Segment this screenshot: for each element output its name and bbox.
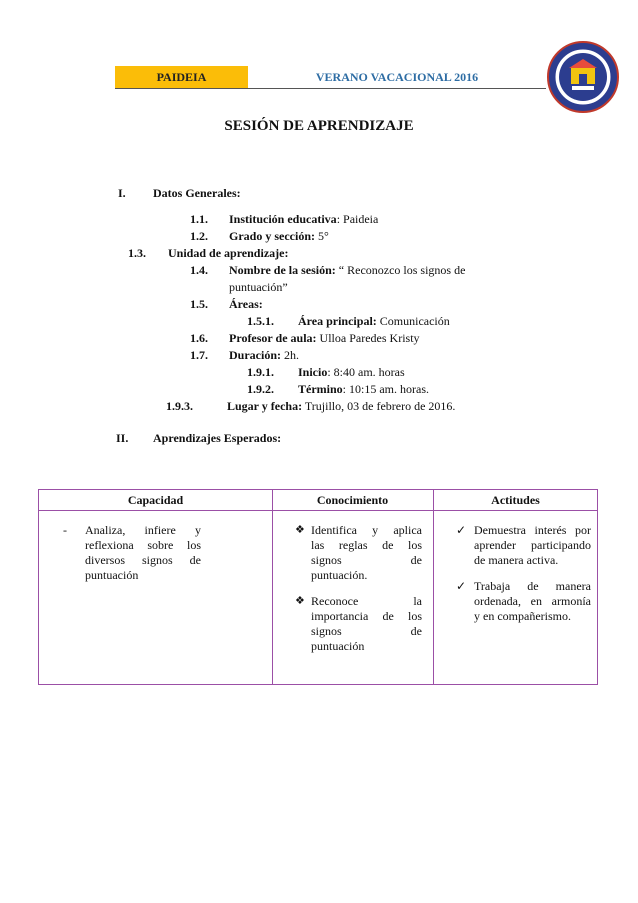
item-1-1-label: Institución educativa: [229, 212, 337, 226]
item-1-9-2-value: : 10:15 am. horas.: [342, 382, 429, 396]
item-1-4-value: “ Reconozco los signos de: [335, 263, 466, 277]
item-1-2: [229, 229, 329, 244]
conocimiento-line: puntuación: [311, 639, 365, 653]
item-1-9-3-value: Trujillo, 03 de febrero de 2016.: [302, 399, 456, 413]
item-1-2-label: Grado y sección:: [229, 229, 315, 243]
item-1-9-1-label: Inicio: [298, 365, 328, 379]
item-1-7: [229, 348, 299, 363]
table-header-conocimiento: Conocimiento: [316, 493, 389, 507]
conocimiento-line: Reconoce la: [311, 594, 422, 608]
check-bullet-icon: ✓: [456, 523, 467, 537]
table-header-actitudes: Actitudes: [491, 493, 540, 507]
page-title: SESIÓN DE APRENDIZAJE: [224, 118, 414, 134]
capacidad-line: diversos signos de: [85, 553, 201, 567]
item-1-5-1-number: 1.5.1.: [247, 314, 274, 328]
table-header-capacidad: Capacidad: [127, 493, 184, 507]
capacidad-line: reflexiona sobre los: [85, 538, 201, 552]
conocimiento-item: [311, 523, 422, 583]
item-1-9-2-number: 1.9.2.: [247, 382, 274, 396]
item-1-5-number: 1.5.: [190, 297, 208, 311]
actitudes-line: Demuestra interés por: [474, 523, 591, 537]
item-1-7-label: Duración:: [229, 348, 281, 362]
item-1-9-1: [298, 365, 405, 380]
diamond-bullet-icon: ❖: [295, 595, 305, 607]
item-1-6: [229, 331, 420, 346]
item-1-5-1-label: Área principal:: [298, 314, 377, 328]
item-1-5-label: Áreas:: [229, 297, 263, 311]
table-col-divider: [433, 490, 434, 684]
conocimiento-line: signos de: [311, 624, 422, 638]
section-2-number: II.: [116, 431, 129, 445]
item-1-4-label: Nombre de la sesión:: [229, 263, 336, 277]
item-1-9-3-label: Lugar y fecha:: [227, 399, 303, 413]
section-2-heading: Aprendizajes Esperados:: [153, 431, 282, 445]
item-1-4-value-cont: puntuación”: [229, 280, 288, 294]
item-1-9-1-value: : 8:40 am. horas: [327, 365, 405, 379]
item-1-5-1-value: Comunicación: [376, 314, 450, 328]
conocimiento-line: las reglas de los: [311, 538, 422, 552]
item-1-7-value: 2h.: [281, 348, 299, 362]
table-header-divider: [39, 510, 597, 511]
conocimiento-item: [311, 594, 422, 654]
actitudes-line: aprender participando: [474, 538, 591, 552]
header-divider: [115, 88, 546, 89]
diamond-bullet-icon: ❖: [295, 524, 305, 536]
conocimiento-line: puntuación.: [311, 568, 368, 582]
item-1-3-label: Unidad de aprendizaje:: [168, 246, 289, 260]
item-1-1-value: : Paideia: [336, 212, 379, 226]
item-1-9-3-number: 1.9.3.: [166, 399, 193, 413]
item-1-1-number: 1.1.: [190, 212, 208, 226]
item-1-5-1: [298, 314, 450, 329]
item-1-6-label: Profesor de aula:: [229, 331, 317, 345]
item-1-9-2-label: Término: [298, 382, 343, 396]
actitudes-line: de manera activa.: [474, 553, 559, 567]
header-program-label: VERANO VACACIONAL 2016: [315, 69, 479, 84]
capacidad-line: puntuación: [85, 568, 139, 582]
header-school-label: PAIDEIA: [115, 66, 248, 88]
conocimiento-line: signos de: [311, 553, 422, 567]
conocimiento-line: Identifica y aplica: [311, 523, 422, 537]
item-1-9-3: [227, 399, 455, 414]
capacidad-text: [85, 523, 201, 583]
item-1-6-number: 1.6.: [190, 331, 208, 345]
item-1-9-1-number: 1.9.1.: [247, 365, 274, 379]
section-1-heading: Datos Generales:: [153, 186, 241, 200]
actitudes-line: Trabaja de manera: [474, 579, 591, 593]
capacidad-line: Analiza, infiere y: [85, 523, 201, 537]
table-col-divider: [272, 490, 273, 684]
item-1-2-value: 5°: [315, 229, 329, 243]
check-bullet-icon: ✓: [456, 579, 467, 593]
item-1-1: [229, 212, 378, 227]
actitudes-item: [474, 523, 591, 568]
actitudes-item: [474, 579, 591, 624]
actitudes-line: y en compañerismo.: [474, 609, 571, 623]
conocimiento-line: importancia de los: [311, 609, 422, 623]
section-1-number: I.: [118, 186, 126, 200]
item-1-4-number: 1.4.: [190, 263, 208, 277]
actitudes-line: ordenada, en armonía: [474, 594, 591, 608]
school-seal-icon: [546, 40, 620, 114]
item-1-6-value: Ulloa Paredes Kristy: [316, 331, 420, 345]
item-1-7-number: 1.7.: [190, 348, 208, 362]
item-1-9-2: [298, 382, 429, 397]
item-1-3-number: 1.3.: [128, 246, 146, 260]
item-1-2-number: 1.2.: [190, 229, 208, 243]
capacidad-bullet: -: [63, 523, 67, 537]
expected-learning-table: [38, 489, 598, 685]
item-1-4: [229, 263, 465, 278]
